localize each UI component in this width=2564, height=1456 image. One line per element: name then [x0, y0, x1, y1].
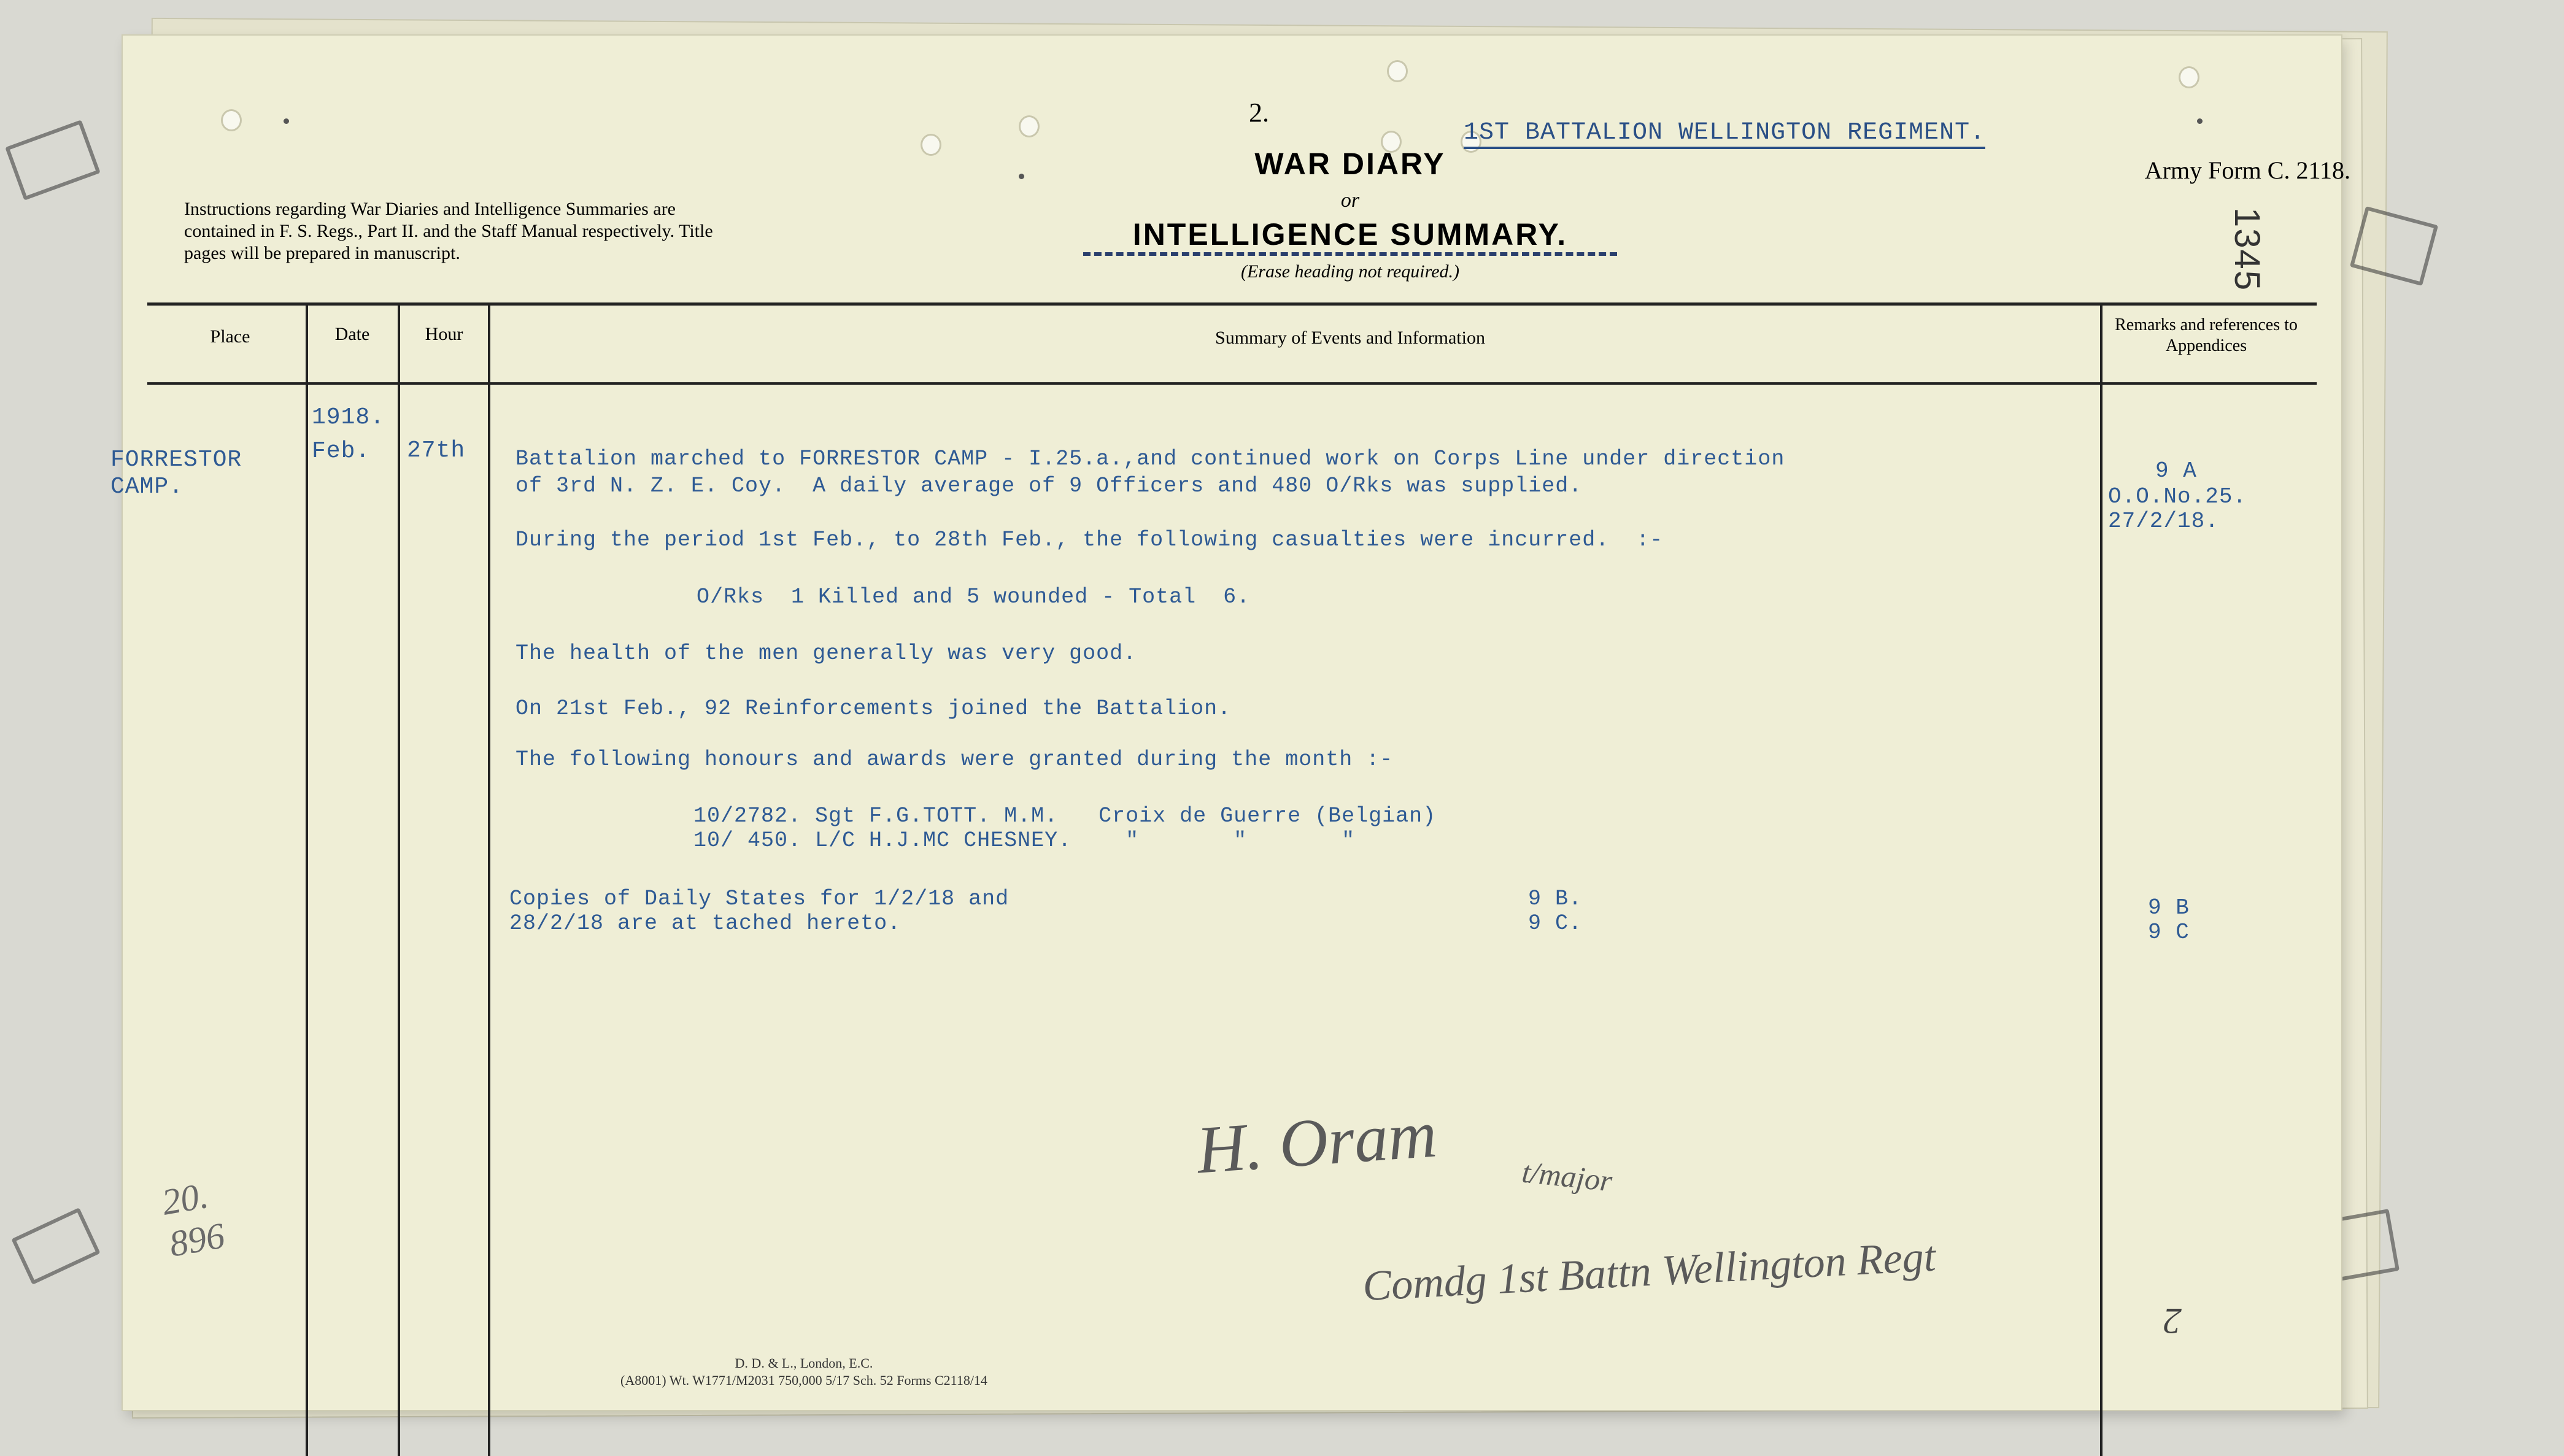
- remarks-ref: 9 A: [2155, 458, 2197, 483]
- signature-command: Comdg 1st Battn Wellington Regt: [1361, 1233, 1937, 1311]
- col-divider: [306, 302, 308, 1456]
- title-intelligence-text: INTELLIGENCE SUMMARY.: [1132, 217, 1568, 252]
- folio-stamp: 1345: [2227, 207, 2267, 292]
- entry-place: FORRESTOR CAMP.: [110, 447, 242, 500]
- army-form-label: Army Form C. 2118.: [2144, 156, 2350, 184]
- punch-hole: [221, 109, 242, 131]
- unit-name-text: 1ST BATTALION WELLINGTON REGIMENT.: [1464, 119, 1985, 149]
- unit-name: [1464, 119, 2274, 147]
- summary-line: The following honours and awards were granted during the month :-: [516, 747, 1394, 772]
- punch-hole: [2179, 66, 2199, 88]
- table-header-rule: [147, 382, 2317, 385]
- summary-line: O/Rks 1 Killed and 5 wounded - Total 6.: [697, 585, 1251, 609]
- printer-imprint: D. D. & L., London, E.C. (A8001) Wt. W1771/M2031 750,000 5/17 Sch. 52 Forms C2118/14: [620, 1355, 987, 1388]
- col-divider: [488, 302, 490, 1456]
- remarks-ref: 9 C: [2148, 920, 2190, 945]
- appendix-ref: 9 B.: [1528, 887, 1583, 911]
- summary-line: Battalion marched to FORRESTOR CAMP - I.25.a.,and continued work on Corps Line under direction: [516, 447, 1785, 471]
- pin-dot: [1019, 174, 1024, 179]
- summary-line: The health of the men generally was very good.: [516, 641, 1137, 666]
- pin-dot: [284, 118, 289, 124]
- signature-rank: t/major: [1520, 1154, 1614, 1198]
- honours-line: 10/2782. Sgt F.G.TOTT. M.M. Croix de Guerre (Belgian): [693, 804, 1437, 828]
- signature-name: H. Oram: [1194, 1096, 1439, 1188]
- summary-line: Copies of Daily States for 1/2/18 and: [509, 887, 1010, 911]
- title-underline: [1083, 252, 1617, 256]
- entry-hour: 27th: [407, 437, 466, 464]
- col-header-hour: Hour: [425, 324, 463, 344]
- summary-line: of 3rd N. Z. E. Coy. A daily average of 9 Officers and 480 O/Rks was supplied.: [516, 474, 1583, 498]
- honours-line: 10/ 450. L/C H.J.MC CHESNEY. " " ": [693, 828, 1356, 853]
- title-or: or: [1340, 189, 1360, 212]
- erase-note: (Erase heading not required.): [1240, 261, 1460, 282]
- appendix-ref: 9 C.: [1528, 911, 1583, 936]
- summary-line: 28/2/18 are at tached hereto.: [509, 911, 902, 936]
- entry-date: 1918. Feb.: [312, 404, 385, 464]
- diary-page: [110, 36, 2350, 1410]
- remarks-ref: 9 B: [2148, 895, 2190, 920]
- summary-line: On 21st Feb., 92 Reinforcements joined the Battalion.: [516, 696, 1232, 721]
- col-header-place: Place: [210, 326, 250, 347]
- punch-hole: [1387, 60, 1408, 82]
- col-divider: [2100, 302, 2103, 1456]
- col-header-date: Date: [334, 324, 370, 344]
- punch-hole: [1019, 115, 1040, 137]
- col-header-summary: Summary of Events and Information: [1215, 328, 1485, 348]
- col-header-remarks: Remarks and references to Appendices: [2115, 315, 2298, 355]
- table-top-rule: [147, 302, 2317, 306]
- title-intelligence-summary: [963, 217, 1737, 252]
- summary-line: During the period 1st Feb., to 28th Feb., the following casualties were incurred. :-: [516, 528, 1664, 552]
- pencil-mark: [11, 1208, 100, 1285]
- col-divider: [398, 302, 400, 1456]
- page-number: 2.: [1249, 98, 1269, 128]
- instructions-text: Instructions regarding War Diaries and Intelligence Summaries are contained in F. S. Regs., Part II. and the Staff Manual respectively. Title pages will be prepared in manuscript.: [184, 199, 713, 263]
- margin-pencil-note: 20. 896: [158, 1174, 228, 1265]
- page-mark: 2: [2163, 1301, 2182, 1341]
- title-war-diary: WAR DIARY: [1254, 147, 1446, 181]
- remarks-ref: O.O.No.25.: [2108, 484, 2247, 509]
- punch-hole: [921, 134, 941, 156]
- remarks-ref: 27/2/18.: [2108, 509, 2219, 534]
- pencil-mark: [5, 120, 101, 201]
